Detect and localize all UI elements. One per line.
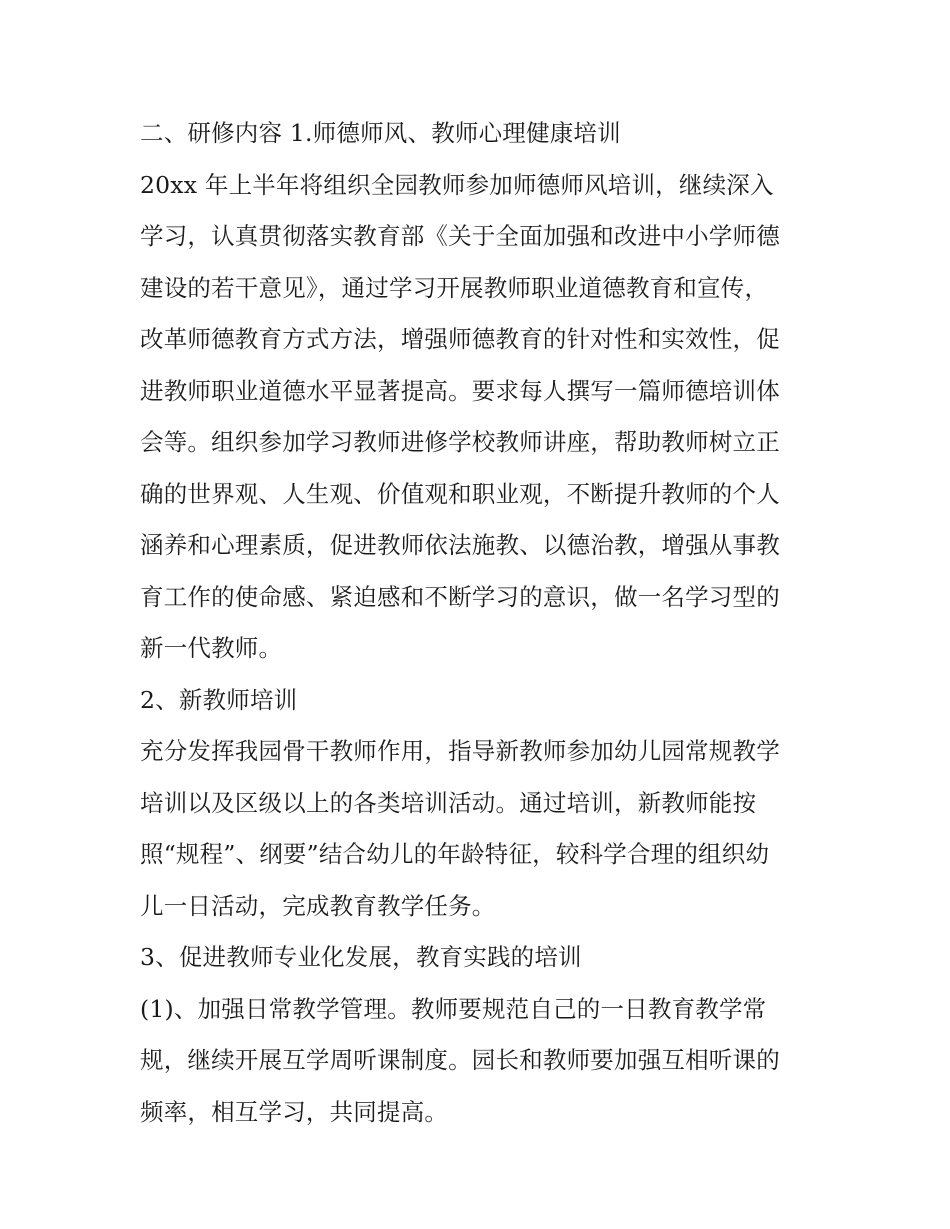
paragraph-line: 新一代教师。 <box>140 634 283 662</box>
paragraph-line: 建设的若干意见》，通过学习开展教师职业道德教育和宣传， <box>140 273 769 302</box>
section-heading-training-content: 二、研修内容 1.师德师风、教师心理健康培训 <box>140 119 621 147</box>
section-heading-professional-development: 3、促进教师专业化发展，教育实践的培训 <box>140 943 582 971</box>
paragraph-line: 充分发挥我园骨干教师作用，指导新教师参加幼儿园常规教学 <box>140 737 780 765</box>
paragraph-line: 育工作的使命感、紧迫感和不断学习的意识，做一名学习型的 <box>140 582 780 611</box>
section-heading-new-teacher-training: 2、新教师培训 <box>140 685 298 714</box>
paragraph-line: 儿一日活动，完成教育教学任务。 <box>140 891 496 920</box>
document-body <box>140 108 816 1138</box>
paragraph-line: (1)、加强日常教学管理。教师要规范自己的一日教育教学常 <box>140 994 767 1023</box>
paragraph-line: 确的世界观、人生观、价值观和职业观，不断提升教师的个人 <box>140 479 780 508</box>
paragraph-line: 培训以及区级以上的各类培训活动。通过培训，新教师能按 <box>140 788 757 817</box>
paragraph-line: 照“规程”、纲要”结合幼儿的年龄特征，较科学合理的组织幼 <box>140 840 770 868</box>
paragraph-line: 会等。组织参加学习教师进修学校教师讲座，帮助教师树立正 <box>140 428 780 456</box>
paragraph-line: 20xx 年上半年将组织全园教师参加师德师风培训，继续深入 <box>140 170 774 199</box>
paragraph-line: 进教师职业道德水平显著提高。要求每人撰写一篇师德培训体 <box>140 376 780 405</box>
paragraph-line: 频率，相互学习，共同提高。 <box>140 1097 449 1126</box>
paragraph-line: 学习，认真贯彻落实教育部《关于全面加强和改进中小学师德 <box>140 222 780 250</box>
paragraph-line: 涵养和心理素质，促进教师依法施教、以德治教，增强从事教 <box>140 531 780 559</box>
paragraph-line: 规，继续开展互学周听课制度。园长和教师要加强互相听课的 <box>140 1046 780 1074</box>
paragraph-line: 改革师德教育方式方法，增强师德教育的针对性和实效性，促 <box>140 325 780 353</box>
